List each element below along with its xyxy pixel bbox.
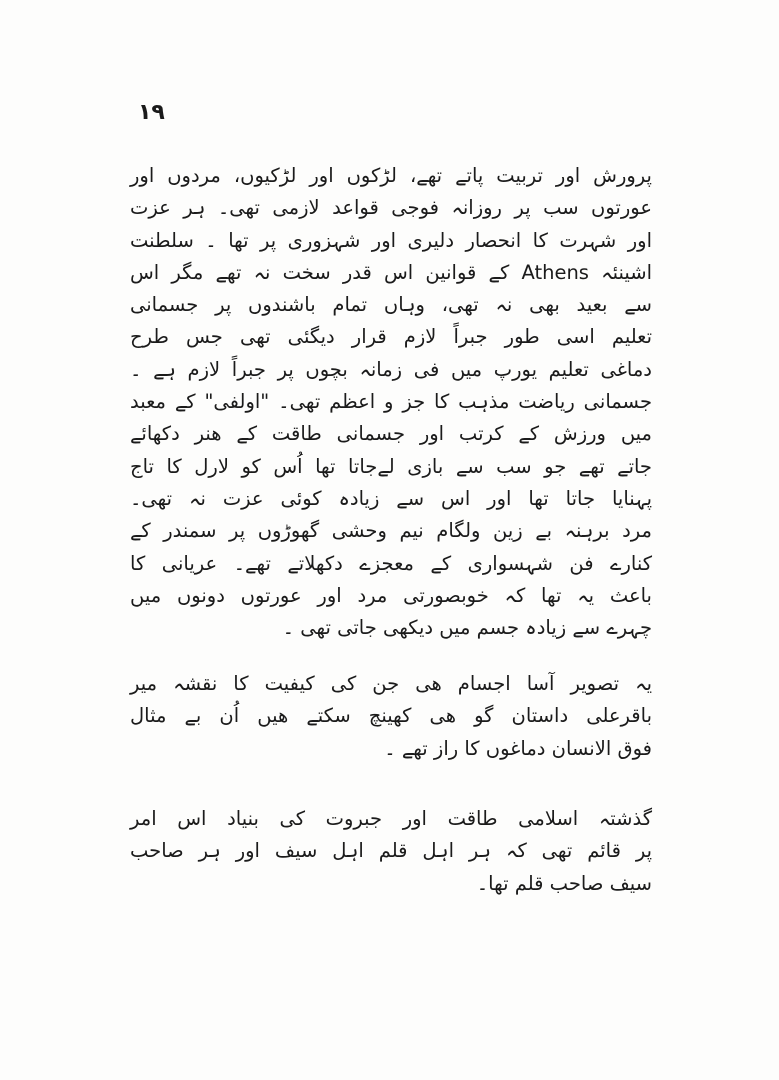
paragraph-2 xyxy=(130,668,652,765)
text-line: کنارے فن شہسواری کے معجزے دکھلاتے تھے۔ عریانی کا xyxy=(130,551,652,575)
page-number: ۱۹ xyxy=(138,100,165,125)
text-line: میں ورزش کے کرتب اور جسمانی طاقت کے ھنر دکھائے xyxy=(130,422,652,446)
text-line: اور شہرت کا انحصار دلیری اور شہزوری پر تھا ۔ سلطنت xyxy=(130,228,652,252)
text-line: چہرے سے زیادہ جسم میں دیکھی جاتی تھی ۔ xyxy=(282,616,652,640)
text-line: دماغی تعلیم یورپ میں فی زمانہ بچوں پر جبراً لازم ہے ۔ xyxy=(130,357,652,381)
text-line: پہنایا جاتا تھا اور اس سے زیادہ کوئی عزت نہ تھی۔ xyxy=(130,486,652,510)
text-line: اشینئہ Athens کے قوانین اس قدر سخت نہ تھے مگر اس xyxy=(130,260,652,284)
text-line: سیف صاحب قلم تھا۔ xyxy=(476,871,652,895)
text-line: باعث یہ تھا کہ خوبصورتی مرد اور عورتوں دونوں میں xyxy=(130,583,652,607)
text-line: سے بعید بھی نہ تھی، وہاں تمام باشندوں پر جسمانی xyxy=(130,293,652,317)
paragraph-3 xyxy=(130,803,652,900)
text-line: پر قائم تھی کہ ہر اہل قلم اہل سیف اور ہر صاحب xyxy=(130,839,652,863)
text-line: یہ تصویر آسا اجسام ھی جن کی کیفیت کا نقشہ میر xyxy=(130,672,652,695)
text-line: پرورش اور تربیت پاتے تھے، لڑکوں اور لڑکیوں، مردوں اور xyxy=(130,164,652,187)
text-line: عورتوں سب پر روزانہ فوجی قواعد لازمی تھی۔ ہر عزت xyxy=(130,196,652,220)
text-line: مرد برہنہ بے زین ولگام نیم وحشی گھوڑوں پر سمندر کے xyxy=(130,519,652,543)
text-line: جسمانی ریاضت مذہب کا جز و اعظم تھی۔ "اولفی" کے معبد xyxy=(130,390,652,414)
paragraph-1 xyxy=(130,160,652,644)
text-line: فوق الانسان دماغوں کا راز تھے ۔ xyxy=(384,736,652,760)
text-line: جاتے تھے جو سب سے بازی لےجاتا تھا اُس کو لارل کا تاج xyxy=(130,454,652,478)
text-line: باقرعلی داستان گو ھی کھینچ سکتے ھیں اُن بے مثال xyxy=(130,704,652,728)
text-line: گذشتہ اسلامی طاقت اور جبروت کی بنیاد اس امر xyxy=(130,807,652,830)
text-line: تعلیم اسی طور جبراً لازم قرار دیگئی تھی جس طرح xyxy=(130,325,652,349)
